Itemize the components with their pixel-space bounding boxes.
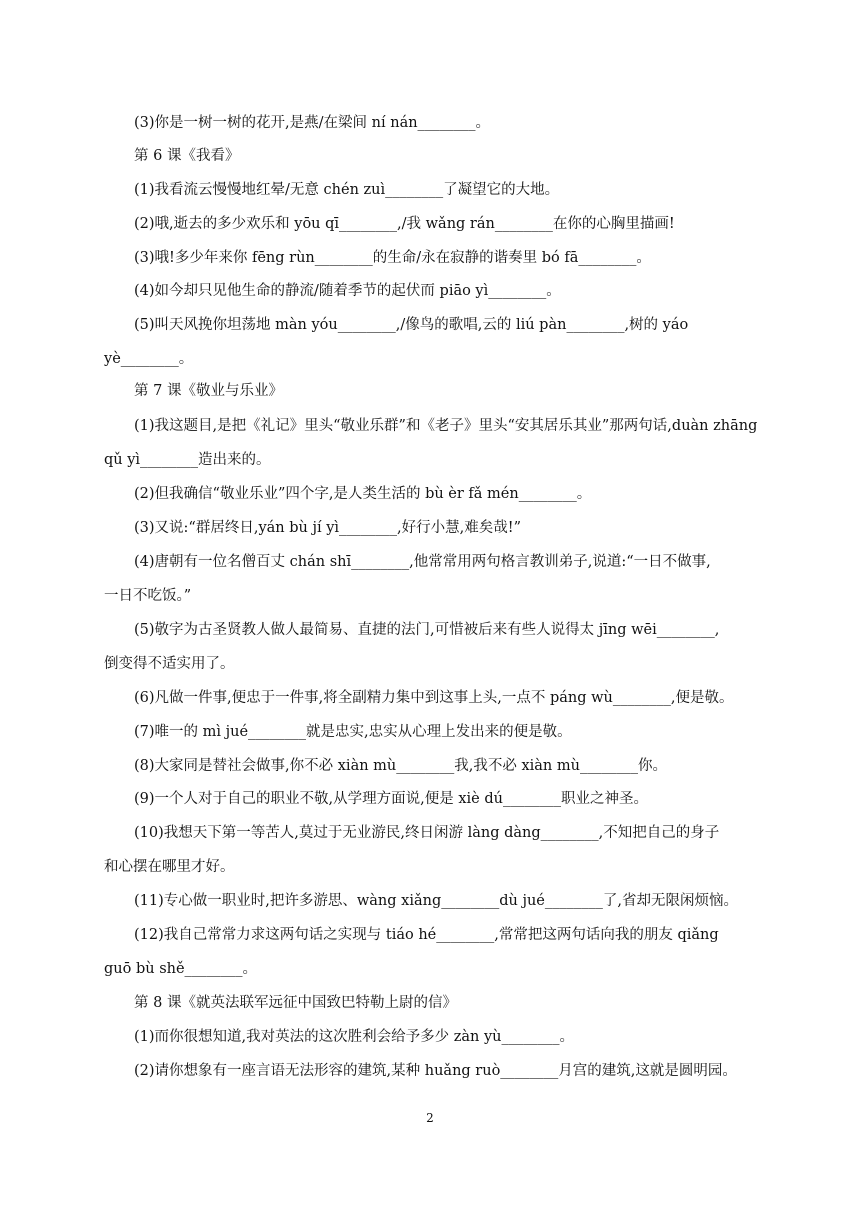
text-line: 倒变得不适实用了。	[104, 656, 235, 672]
text-line: yè________。	[104, 351, 194, 367]
text-line: 第 7 课《敬业与乐业》	[134, 383, 283, 399]
page-number: 2	[426, 1111, 434, 1125]
text-line: (1)而你很想知道,我对英法的这次胜利会给予多少 zàn yù________。	[134, 1029, 575, 1045]
text-line: 第 8 课《就英法联军远征中国致巴特勒上尉的信》	[134, 995, 457, 1011]
text-line: (1)我这题目,是把《礼记》里头“敬业乐群”和《老子》里头“安其居乐其业”那两句话,duàn zhāng	[134, 418, 758, 434]
text-line: (2)哦,逝去的多少欢乐和 yōu qī________,/我 wǎng rán________在你的心胸里描画!	[134, 216, 675, 232]
text-line: (5)敬字为古圣贤教人做人最简易、直捷的法门,可惜被后来有些人说得太 jīng wēi________,	[134, 622, 720, 638]
text-line: (3)又说:“群居终日,yán bù jí yì________,好行小慧,难矣哉!”	[134, 520, 521, 536]
text-line: 一日不吃饭。”	[104, 588, 192, 604]
text-line: (10)我想天下第一等苦人,莫过于无业游民,终日闲游 làng dàng________,不知把自己的身子	[134, 825, 720, 841]
text-line: qǔ yì________造出来的。	[104, 452, 271, 468]
text-line: (7)唯一的 mì jué________就是忠实,忠实从心理上发出来的便是敬。	[134, 724, 572, 740]
text-line: (8)大家同是替社会做事,你不必 xiàn mù________我,我不必 xiàn mù________你。	[134, 758, 667, 774]
text-line: guō bù shě________。	[104, 961, 258, 977]
text-line: (1)我看流云慢慢地红晕/无意 chén zuì________了凝望它的大地。	[134, 182, 560, 198]
text-line: 和心摆在哪里才好。	[104, 859, 235, 875]
text-line: (4)唐朝有一位名僧百丈 chán shī________,他常常用两句格言教训弟子,说道:“一日不做事,	[134, 554, 711, 570]
text-line: (5)叫天风挽你坦荡地 màn yóu________,/像鸟的歌唱,云的 liú pàn________,树的 yáo	[134, 317, 689, 333]
text-line: (9)一个人对于自己的职业不敬,从学理方面说,便是 xiè dú________职业之神圣。	[134, 791, 648, 807]
text-line: (11)专心做一职业时,把许多游思、wàng xiǎng________dù jué________了,省却无限闲烦恼。	[134, 893, 738, 909]
text-line: (6)凡做一件事,便忠于一件事,将全副精力集中到这事上头,一点不 páng wù________,便是敬。	[134, 690, 734, 706]
text-line: (3)哦!多少年来你 fēng rùn________的生命/永在寂静的谐奏里 bó fā________。	[134, 250, 651, 266]
text-line: (3)你是一树一树的花开,是燕/在梁间 ní nán________。	[134, 115, 491, 131]
text-line: (2)请你想象有一座言语无法形容的建筑,某种 huǎng ruò________月宫的建筑,这就是圆明园。	[134, 1063, 737, 1079]
text-line: (12)我自己常常力求这两句话之实现与 tiáo hé________,常常把这两句话向我的朋友 qiǎng	[134, 927, 719, 943]
text-line: 第 6 课《我看》	[134, 148, 240, 164]
text-line: (4)如今却只见他生命的静流/随着季节的起伏而 piāo yì________。	[134, 283, 561, 299]
text-line: (2)但我确信“敬业乐业”四个字,是人类生活的 bù èr fǎ mén________。	[134, 486, 592, 502]
